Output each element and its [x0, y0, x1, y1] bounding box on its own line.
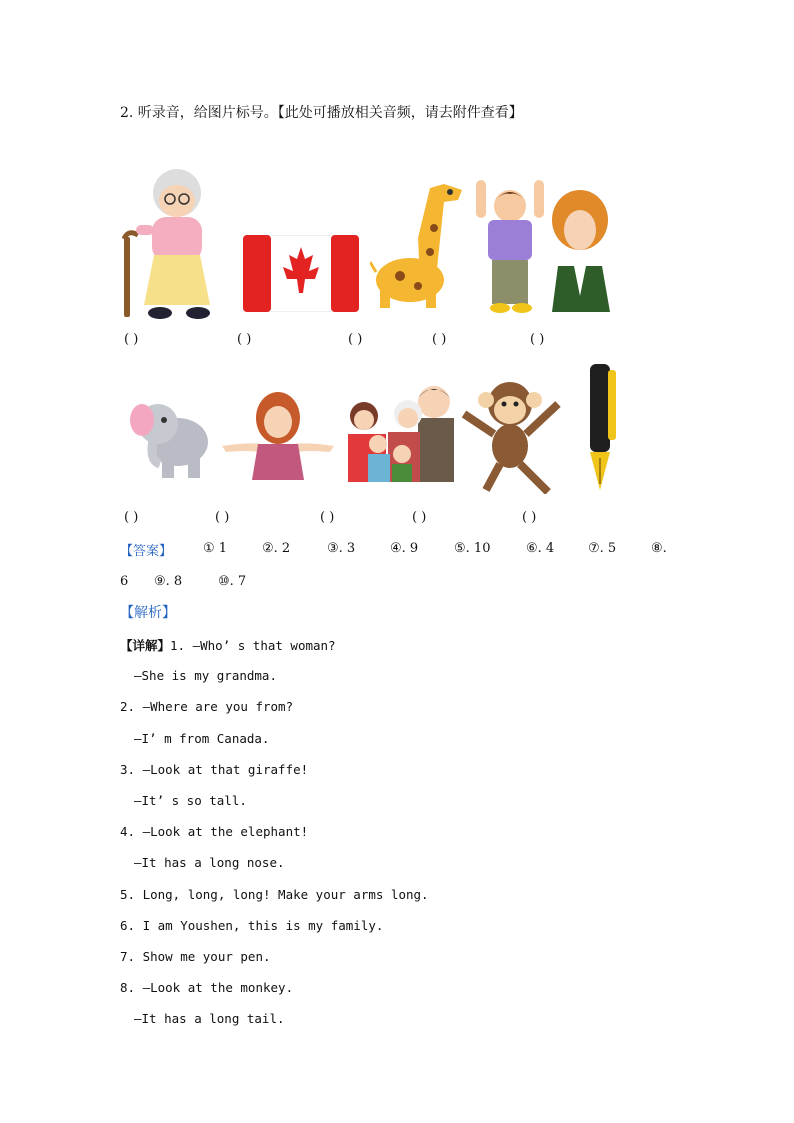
analysis-line: 8. —Look at the monkey. [120, 980, 294, 995]
paren-4: ( ) [432, 332, 447, 347]
analysis-line: —It’ s so tall. [134, 793, 247, 808]
pen-illustration [584, 362, 620, 494]
analysis-line: 5. Long, long, long! Make your arms long. [120, 887, 429, 902]
family-illustration [344, 380, 460, 482]
giraffe-illustration [370, 168, 470, 310]
analysis-label: 【解析】 [120, 605, 176, 621]
analysis-line: —It has a long tail. [134, 1011, 285, 1026]
answer-item: ⑩. 7 [218, 574, 247, 589]
grandma-illustration [122, 165, 228, 320]
answer-item: ⑥. 4 [526, 541, 555, 556]
paren-7: ( ) [215, 510, 230, 525]
analysis-line: —She is my grandma. [134, 668, 277, 683]
answer-label: 【答案】 [120, 544, 173, 559]
paren-10: ( ) [522, 510, 537, 525]
canada-flag-illustration [243, 235, 359, 312]
answer-item: ① 1 [203, 541, 228, 556]
answer-item: ⑨. 8 [154, 574, 183, 589]
answer-item: ②. 2 [262, 541, 291, 556]
paren-8: ( ) [320, 510, 335, 525]
paren-9: ( ) [412, 510, 427, 525]
answer-item: ④. 9 [390, 541, 419, 556]
girl-arms-open-illustration [222, 388, 334, 480]
analysis-line: 6. I am Youshen, this is my family. [120, 918, 384, 933]
answer-item: 6 [120, 574, 129, 589]
woman-illustration [548, 186, 614, 312]
analysis-line: 2. —Where are you from? [120, 699, 294, 714]
boy-arms-up-illustration [474, 178, 546, 314]
answer-item: ⑧. [651, 541, 667, 556]
paren-5: ( ) [530, 332, 545, 347]
paren-1: ( ) [124, 332, 139, 347]
answer-item: ⑦. 5 [588, 541, 617, 556]
analysis-line: 【详解】1. —Who’ s that woman? [120, 638, 336, 653]
analysis-line: 4. —Look at the elephant! [120, 824, 309, 839]
answer-item: ⑤. 10 [454, 541, 491, 556]
elephant-illustration [124, 390, 210, 482]
analysis-line: —It has a long nose. [134, 855, 285, 870]
analysis-line: 3. —Look at that giraffe! [120, 762, 309, 777]
monkey-illustration [460, 374, 562, 494]
detail-label: 【详解】 [120, 638, 171, 653]
analysis-line: 7. Show me your pen. [120, 949, 271, 964]
paren-2: ( ) [237, 332, 252, 347]
paren-3: ( ) [348, 332, 363, 347]
answer-item: ③. 3 [327, 541, 356, 556]
analysis-line: —I’ m from Canada. [134, 731, 270, 746]
paren-6: ( ) [124, 510, 139, 525]
question-title: 2. 听录音，给图片标号。【此处可播放相关音频，请去附件查看】 [120, 105, 523, 121]
